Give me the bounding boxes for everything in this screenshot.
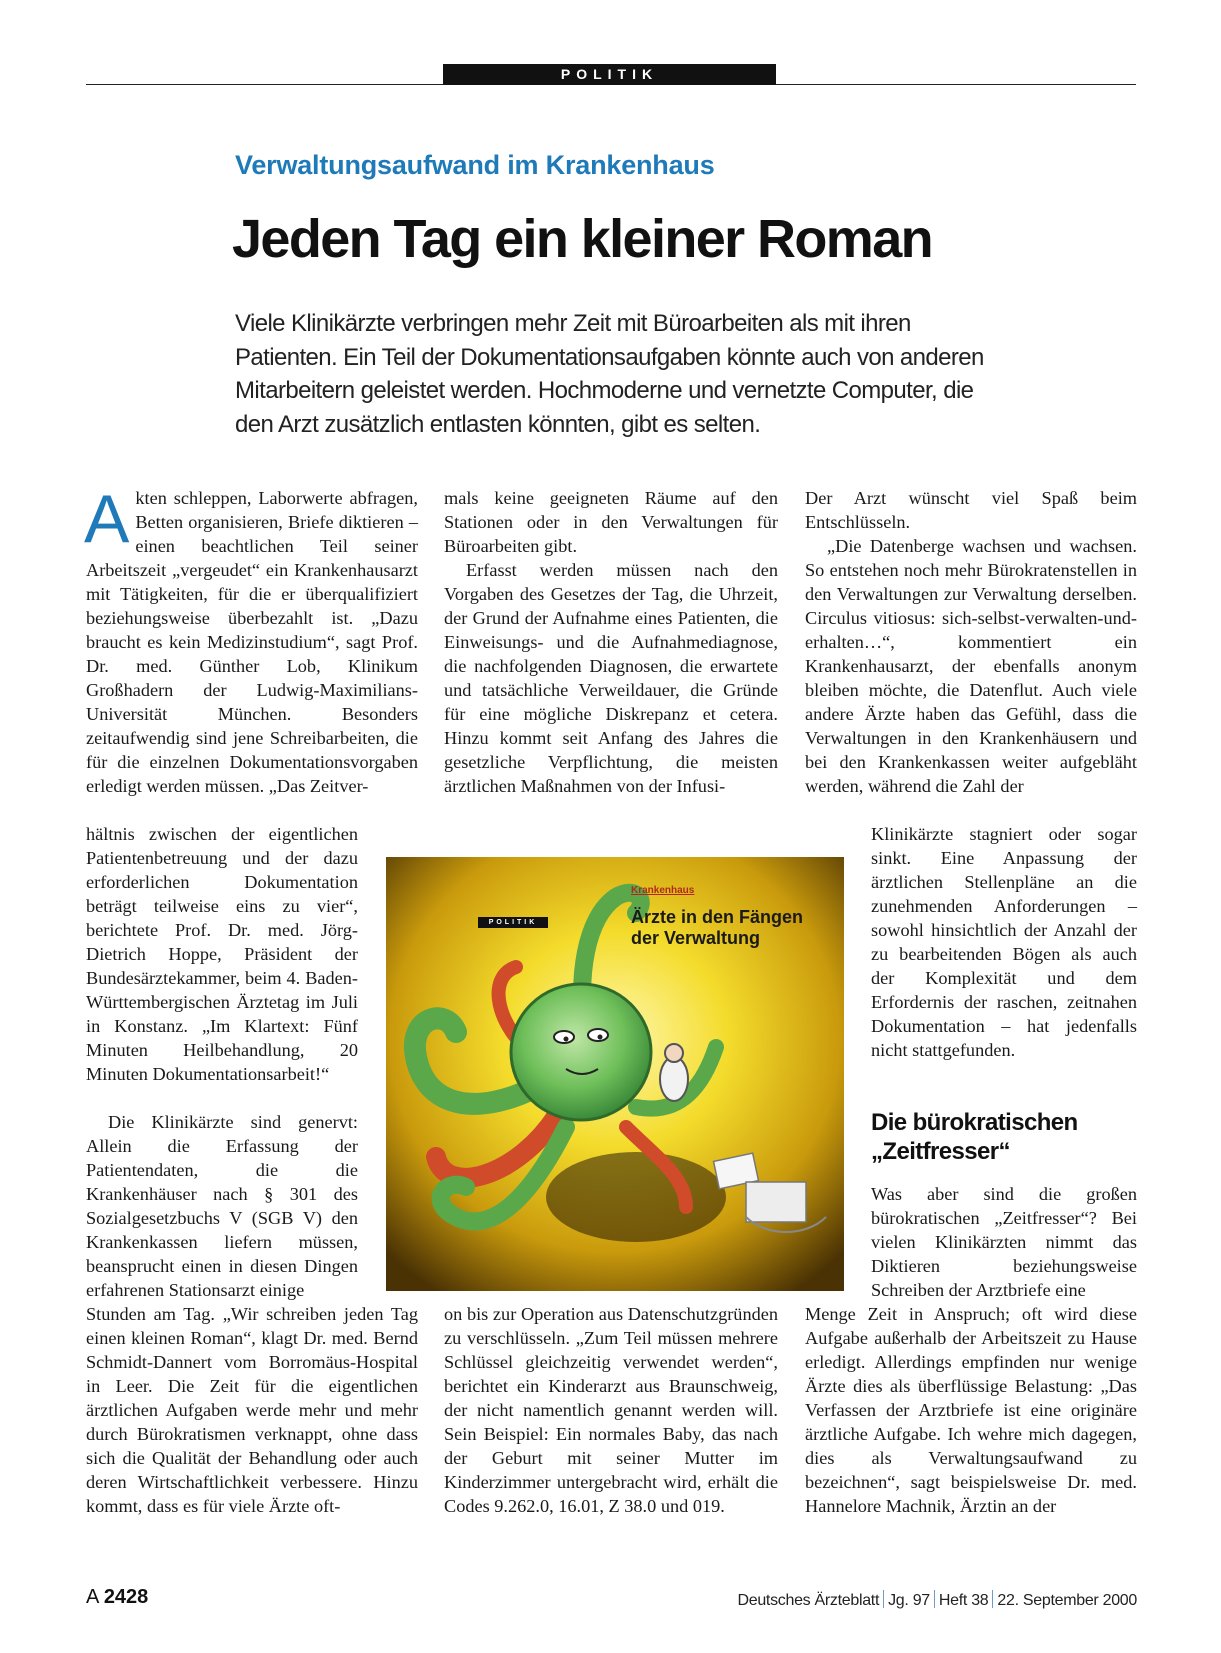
figure-title: Ärzte in den Fängen der Verwaltung xyxy=(631,907,804,948)
col2-paragraph-3: on bis zur Operation aus Datenschutzgründen zu verschlüsseln. „Zum Teil müssen mehrere Schlüssel gleichzeitig verwendet werden“, berichtet ein Kinderarzt aus Braunschweig, der nicht namentlich genannt werden will. Sein Beispiel: Ein normales Baby, das nach der Geburt mit seiner Mutter im Kinderzimmer untergebracht wird, erhält die Codes 9.262.0, 16.01, Z 38.0 und 019. xyxy=(444,1304,778,1516)
journal-volume: Jg. 97 xyxy=(888,1592,930,1609)
col1-paragraph-1 xyxy=(84,481,418,798)
footer-divider xyxy=(992,1590,993,1608)
footer-divider xyxy=(934,1590,935,1608)
col3-paragraph-2: „Die Datenberge wachsen und wachsen. So entstehen noch mehr Bürokratenstellen in den Verwaltungen zur Verwaltung derselben. Circulus vitiosus: sich-selbst-verwalten-und-erhalten…“, kommentiert ein Krankenhausarzt, der ebenfalls anonym bleiben möchte, die Datenflut. Auch viele andere Ärzte haben das Gefühl, dass die Verwaltungen in den Krankenhäusern und bei den Krankenkassen weiter aufgebläht werden, während die Zahl der xyxy=(805,536,1137,796)
col1-paragraph-1-text: kten schleppen, Laborwerte abfragen, Betten organisieren, Briefe diktieren – einen beachtlichen Teil seiner Arbeitszeit „vergeudet“ ein Krankenhausarzt mit Tätigkeiten, für die er überqualifiziert beziehungsweise überbezahlt ist. „Dazu braucht es kein Medizinstudium“, sagt Prof. Dr. med. Günther Lob, Klinikum Großhadern der Ludwig-Maximilians-Universität München. Besonders zeitaufwendig sind jene Schreibarbeiten, die für die einzelnen Dokumentationsvorgaben erledigt werden müssen. „Das Zeitver- xyxy=(86,488,418,796)
journal-footer xyxy=(737,1590,1137,1610)
cover-illustration xyxy=(386,857,844,1291)
col1-paragraph-2: Die Klinikärzte sind genervt: Allein die Erfassung der Patientendaten, die die Krankenhäuser nach § 301 des Sozialgesetzbuchs V (SGB V) den Krankenkassen liefern müssen, beansprucht einen in diesen Dingen erfahrenen Stationsarzt einige xyxy=(86,1112,358,1300)
drop-cap: A xyxy=(84,481,130,557)
col3-paragraph-3-continued: Menge Zeit in Anspruch; oft wird diese Aufgabe außerhalb der Arbeitszeit zu Hause erledigt. Allerdings empfinden nur wenige Ärzte dies als überflüssige Belastung: „Das Verfassen der Arztbriefe ist eine originäre ärztliche Aufgabe. Ich wehre mich dagegen, dies als Verwaltungsaufwand zu bezeichnen“, sagt beispielsweise Dr. med. Hannelore Machnik, Ärztin an der xyxy=(805,1304,1137,1516)
col3-paragraph-1: Der Arzt wünscht viel Spaß beim Entschlüsseln. xyxy=(805,488,1137,532)
col1-paragraph-2-continued: Stunden am Tag. „Wir schreiben jeden Tag einen kleinen Roman“, klagt Dr. med. Bernd Schmidt-Dannert vom Borromäus-Hospital in Leer. Die Zeit für die eigentlichen ärztlichen Aufgaben werde mehr und mehr durch Bürokratismen verknappt, ohne dass sich die Qualität der Behandlung oder auch deren Wirtschaftlichkeit verbessere. Hinzu kommt, dass es für viele Ärzte oft- xyxy=(86,1304,418,1516)
col3-paragraph-2-continued: Klinikärzte stagniert oder sogar sinkt. Eine Anpassung der ärztlichen Stellenpläne an die zunehmenden Anforderungen – sowohl hinsichtlich der Anzahl der zu bearbeitenden Bögen als auch der Komplexität und dem Erfordernis der raschen, zeitnahen Dokumentation – hat jedenfalls nicht stattgefunden. xyxy=(871,824,1137,1060)
col2-paragraph-2: Erfasst werden müssen nach den Vorgaben des Gesetzes der Tag, die Uhrzeit, der Grund der Aufnahme eines Patienten, die Einweisungs- und die Aufnahmediagnose, die nachfolgenden Diagnosen, die erwartete und tatsächliche Verweildauer, die Gründe für eine mögliche Diskrepanz et cetera. Hinzu kommt seit Anfang des Jahres die gesetzliche Verpflichtung, die meisten ärztlichen Maßnahmen von der Infusi- xyxy=(444,560,778,796)
page-number-value: 2428 xyxy=(103,1586,149,1608)
col1-paragraph-1-continued: hältnis zwischen der eigentlichen Patientenbetreuung und der dazu erforderlichen Dokumentation beträgt teilweise eins zu vier“, berichtete Prof. Dr. med. Jörg-Dietrich Hoppe, Präsident der Bundesärztekammer, beim 4. Baden-Württembergischen Ärztetag im Juli in Konstanz. „Im Klartext: Fünf Minuten Heilbehandlung, 20 Minuten Dokumentationsarbeit!“ xyxy=(86,824,358,1084)
article-lead: Viele Klinikärzte verbringen mehr Zeit mit Büroarbeiten als mit ihren Patienten. Ein Teil der Dokumentationsaufgaben könnte auch von anderen Mitarbeitern geleistet werden. Hochmoderne und vernetzte Computer, die den Arzt zusätzlich entlasten könnten, gibt es selten. xyxy=(235,310,984,438)
footer-divider xyxy=(883,1590,884,1608)
journal-date: 22. September 2000 xyxy=(997,1592,1137,1609)
journal-issue: Heft 38 xyxy=(938,1592,989,1609)
page-prefix: A xyxy=(86,1586,99,1608)
journal-name: Deutsches Ärzteblatt xyxy=(737,1592,880,1609)
col2-paragraph-1: mals keine geeigneten Räume auf den Stationen oder in den Verwaltungen für Büroarbeiten gibt. xyxy=(444,488,778,556)
figure-section-tag: POLITIK xyxy=(478,917,548,928)
page-number xyxy=(86,1586,148,1609)
col3-paragraph-3: Was aber sind die großen bürokratischen „Zeitfresser“? Bei vielen Klinikärzten nimmt das Diktieren beziehungsweise Schreiben der Arztbriefe eine xyxy=(871,1184,1137,1300)
section-subheading: Die bürokratischen „Zeitfresser“ xyxy=(871,1109,1078,1165)
article-kicker: Verwaltungsaufwand im Krankenhaus xyxy=(235,150,715,180)
article-headline: Jeden Tag ein kleiner Roman xyxy=(232,209,933,269)
figure-kicker: Krankenhaus xyxy=(631,885,695,896)
section-label: POLITIK xyxy=(443,64,776,85)
